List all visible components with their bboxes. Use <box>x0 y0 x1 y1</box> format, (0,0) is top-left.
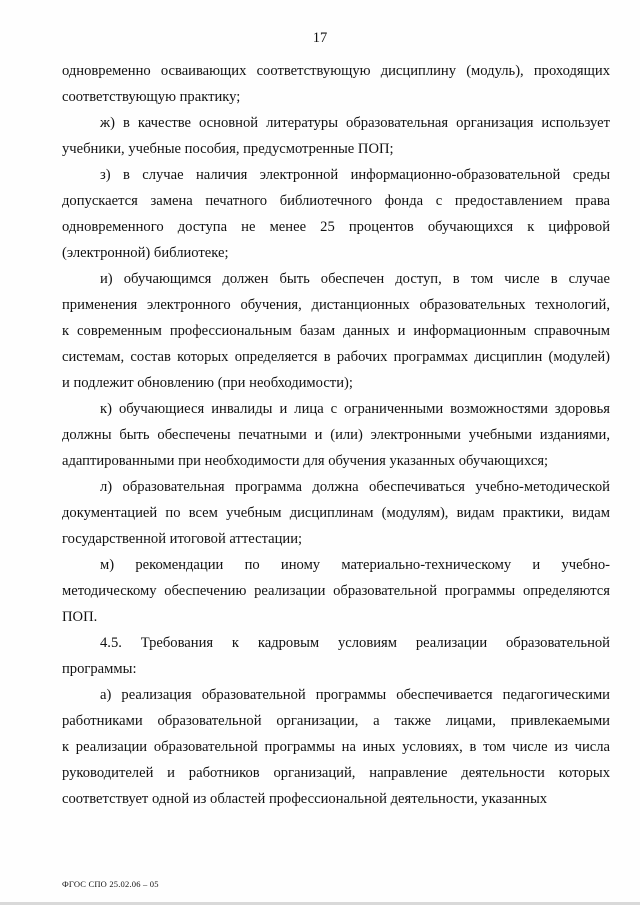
paragraph <box>62 552 610 630</box>
text-line: к реализации образовательной программы на иных условиях, в том числе из числа <box>62 739 610 755</box>
text-line: системам, состав которых определяется в рабочих программах дисциплин (модулей) <box>62 349 610 365</box>
text-line: соответствует одной из областей профессиональной деятельности, указанных <box>62 791 548 807</box>
text-line: должны быть обеспечены печатными и (или) электронными учебными изданиями, <box>62 427 610 443</box>
text-line: з) в случае наличия электронной информационно-образовательной среды <box>100 167 610 183</box>
text-line: адаптированными при необходимости для обучения указанных обучающихся; <box>62 453 549 469</box>
text-line: к современным профессиональным базам данных и информационным справочным <box>62 323 610 339</box>
text-line: и подлежит обновлению (при необходимости); <box>62 375 353 391</box>
text-line: л) образовательная программа должна обеспечиваться учебно-методической <box>100 479 610 495</box>
text-line: руководителей и работников организаций, направление деятельности которых <box>62 765 610 781</box>
text-line: (электронной) библиотеке; <box>62 245 229 261</box>
document-body <box>62 58 610 812</box>
paragraph <box>62 110 610 162</box>
paragraph <box>62 474 610 552</box>
text-line: учебники, учебные пособия, предусмотренные ПОП; <box>62 141 394 157</box>
text-line: одновременно осваивающих соответствующую дисциплину (модуль), проходящих <box>62 63 610 79</box>
text-line: программы: <box>62 661 137 677</box>
page-number: 17 <box>312 30 328 46</box>
text-line: ж) в качестве основной литературы образовательная организация использует <box>100 115 610 131</box>
document-footer: ФГОС СПО 25.02.06 – 05 <box>62 879 159 889</box>
paragraph <box>62 266 610 396</box>
paragraph <box>62 630 610 682</box>
text-line: соответствующую практику; <box>62 89 241 105</box>
paragraph <box>62 682 610 812</box>
text-line: и) обучающимся должен быть обеспечен доступ, в том числе в случае <box>100 271 610 287</box>
text-line: допускается замена печатного библиотечного фонда с предоставлением права <box>62 193 610 209</box>
text-line: методическому обеспечению реализации образовательной программы определяются <box>62 583 610 599</box>
text-line: применения электронного обучения, дистанционных образовательных технологий, <box>62 297 610 313</box>
text-line: 4.5. Требования к кадровым условиям реализации образовательной <box>100 635 610 651</box>
text-line: работниками образовательной организации, а также лицами, привлекаемыми <box>62 713 610 729</box>
paragraph <box>62 58 610 110</box>
text-line: документацией по всем учебным дисциплинам (модулям), видам практики, видам <box>62 505 610 521</box>
paragraph <box>62 396 610 474</box>
text-line: ПОП. <box>62 609 98 625</box>
text-line: к) обучающиеся инвалиды и лица с ограниченными возможностями здоровья <box>100 401 610 417</box>
text-line: одновременного доступа не менее 25 процентов обучающихся к цифровой <box>62 219 610 235</box>
text-line: а) реализация образовательной программы обеспечивается педагогическими <box>100 687 610 703</box>
text-line: государственной итоговой аттестации; <box>62 531 303 547</box>
text-line: м) рекомендации по иному материально-техническому и учебно- <box>100 557 610 573</box>
paragraph <box>62 162 610 266</box>
